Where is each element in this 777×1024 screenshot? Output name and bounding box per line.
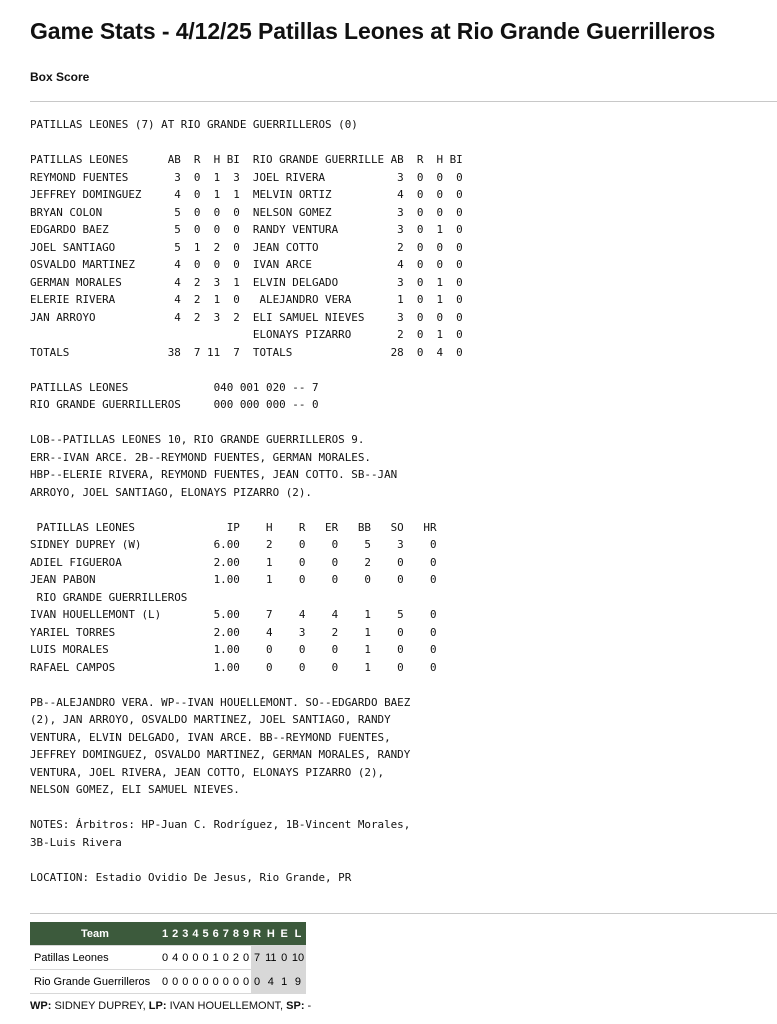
line-score-inning-4: 0 [190,970,200,994]
box-score-line [30,676,463,694]
line-score-team-name: Rio Grande Guerrilleros [30,970,160,994]
box-score-line: JAN ARROYO 4 2 3 2 ELI SAMUEL NIEVES 3 0 0 0 [30,310,463,324]
box-score-line [30,361,463,379]
box-score-line: HBP--ELERIE RIVERA, REYMOND FUENTES, JEAN COTTO. SB--JAN [30,468,398,481]
line-score-header-row [30,922,306,946]
box-score-line: VENTURA, ELVIN DELGADO, IVAN ARCE. BB--REYMOND FUENTES, [30,730,391,744]
box-score-line: NOTES: Árbitros: HP-Juan C. Rodríguez, 1B-Vincent Morales, [30,818,411,831]
line-score-header-l: L [290,922,306,946]
box-score-line [30,799,463,817]
section-title-box-score: Box Score [30,70,90,84]
lp-value: IVAN HOUELLEMONT, [166,1000,287,1012]
line-score-header-7: 7 [221,922,231,946]
line-score-lob: 10 [290,946,306,970]
line-score-errors: 1 [279,970,290,994]
box-score-line: LOB--PATILLAS LEONES 10, RIO GRANDE GUERRILLEROS 9. [30,433,365,446]
box-score-line: ELONAYS PIZARRO 2 0 1 0 [30,328,463,341]
box-score-line: ADIEL FIGUEROA 2.00 1 0 0 2 0 0 [30,555,437,569]
box-score-line: SIDNEY DUPREY (W) 6.00 2 0 0 5 3 0 [30,538,437,551]
box-score-line: ELERIE RIVERA 4 2 1 0 ALEJANDRO VERA 1 0 1 0 [30,293,463,306]
box-score-line: YARIEL TORRES 2.00 4 3 2 1 0 0 [30,625,437,639]
line-score-runs: 0 [251,970,263,994]
box-score-line: JOEL SANTIAGO 5 1 2 0 JEAN COTTO 2 0 0 0 [30,240,463,254]
line-score-table [30,922,306,994]
line-score-hits: 11 [263,946,278,970]
line-score-runs: 7 [251,946,263,970]
line-score-inning-7: 0 [221,946,231,970]
line-score-row [30,946,306,970]
line-score-inning-8: 2 [231,946,241,970]
line-score-inning-6: 1 [211,946,221,970]
box-score-line: OSVALDO MARTINEZ 4 0 0 0 IVAN ARCE 4 0 0 0 [30,258,463,271]
box-score-line: BRYAN COLON 5 0 0 0 NELSON GOMEZ 3 0 0 0 [30,205,463,219]
line-score-inning-8: 0 [231,970,241,994]
sp-value: - [304,1000,312,1012]
box-score-line: LUIS MORALES 1.00 0 0 0 1 0 0 [30,643,437,656]
line-score-inning-2: 4 [170,946,180,970]
lp-label: LP: [148,1000,167,1012]
box-score-line: NELSON GOMEZ, ELI SAMUEL NIEVES. [30,783,240,796]
line-score-header-3: 3 [180,922,190,946]
line-score-header-h: H [263,922,278,946]
box-score-line [30,501,463,519]
box-score-line: PATILLAS LEONES 040 001 020 -- 7 [30,380,319,394]
box-score-line [30,851,463,869]
line-score-inning-5: 0 [201,946,211,970]
box-score-line: ARROYO, JOEL SANTIAGO, ELONAYS PIZARRO (2). [30,485,312,499]
line-score-inning-6: 0 [211,970,221,994]
box-score-line: PATILLAS LEONES AB R H BI RIO GRANDE GUERRILLE AB R H BI [30,153,463,166]
line-score-inning-7: 0 [221,970,231,994]
line-score-team-name: Patillas Leones [30,946,160,970]
box-score-line: RIO GRANDE GUERRILLEROS 000 000 000 -- 0 [30,398,319,411]
box-score-text [30,116,463,886]
box-score-line: PB--ALEJANDRO VERA. WP--IVAN HOUELLEMONT. SO--EDGARDO BAEZ [30,695,411,709]
box-score-line: GERMAN MORALES 4 2 3 1 ELVIN DELGADO 3 0 1 0 [30,275,463,289]
box-score-line: LOCATION: Estadio Ovidio De Jesus, Rio Grande, PR [30,870,352,884]
box-score-line: 3B-Luis Rivera [30,835,122,849]
wp-value: SIDNEY DUPREY, [51,1000,149,1012]
box-score-line [30,134,463,152]
box-score-line: PATILLAS LEONES (7) AT RIO GRANDE GUERRILLEROS (0) [30,118,358,131]
line-score-inning-4: 0 [190,946,200,970]
box-score-line: (2), JAN ARROYO, OSVALDO MARTINEZ, JOEL SANTIAGO, RANDY [30,713,391,726]
line-score-inning-3: 0 [180,970,190,994]
line-score-header-6: 6 [211,922,221,946]
box-score-line: EDGARDO BAEZ 5 0 0 0 RANDY VENTURA 3 0 1 0 [30,223,463,236]
line-score-row [30,970,306,994]
divider-top [30,101,777,102]
box-score-line: JEFFREY DOMINGUEZ, OSVALDO MARTINEZ, GERMAN MORALES, RANDY [30,748,411,761]
line-score-header-9: 9 [241,922,251,946]
line-score-header-team: Team [30,922,160,946]
line-score-inning-1: 0 [160,946,170,970]
line-score-errors: 0 [279,946,290,970]
box-score-line: PATILLAS LEONES IP H R ER BB SO HR [30,520,437,534]
box-score-line: JEFFREY DOMINGUEZ 4 0 1 1 MELVIN ORTIZ 4 0 0 0 [30,188,463,201]
line-score-header-8: 8 [231,922,241,946]
box-score-line: TOTALS 38 7 11 7 TOTALS 28 0 4 0 [30,345,463,359]
page-title: Game Stats - 4/12/25 Patillas Leones at Rio Grande Guerrilleros [30,18,716,44]
line-score-header-r: R [251,922,263,946]
box-score-line: REYMOND FUENTES 3 0 1 3 JOEL RIVERA 3 0 0 0 [30,170,463,184]
box-score-line: JEAN PABON 1.00 1 0 0 0 0 0 [30,573,437,586]
line-score-inning-9: 0 [241,970,251,994]
line-score-header-5: 5 [201,922,211,946]
box-score-line: RIO GRANDE GUERRILLEROS [30,590,188,604]
line-score-inning-9: 0 [241,946,251,970]
line-score-lob: 9 [290,970,306,994]
divider-bottom [30,913,777,914]
line-score-header-1: 1 [160,922,170,946]
line-score-inning-2: 0 [170,970,180,994]
wp-label: WP: [30,1000,52,1012]
box-score-line [30,414,463,432]
box-score-line: VENTURA, JOEL RIVERA, JEAN COTTO, ELONAYS PIZARRO (2), [30,765,385,779]
pitching-decisions [30,1000,311,1012]
box-score-line: ERR--IVAN ARCE. 2B--REYMOND FUENTES, GERMAN MORALES. [30,450,371,464]
line-score-header-2: 2 [170,922,180,946]
box-score-line: IVAN HOUELLEMONT (L) 5.00 7 4 4 1 5 0 [30,608,437,621]
line-score-inning-1: 0 [160,970,170,994]
line-score-header-4: 4 [190,922,200,946]
line-score-inning-3: 0 [180,946,190,970]
line-score-inning-5: 0 [201,970,211,994]
line-score-hits: 4 [263,970,278,994]
line-score-header-e: E [279,922,290,946]
sp-label: SP: [286,1000,305,1012]
box-score-line: RAFAEL CAMPOS 1.00 0 0 0 1 0 0 [30,660,437,674]
